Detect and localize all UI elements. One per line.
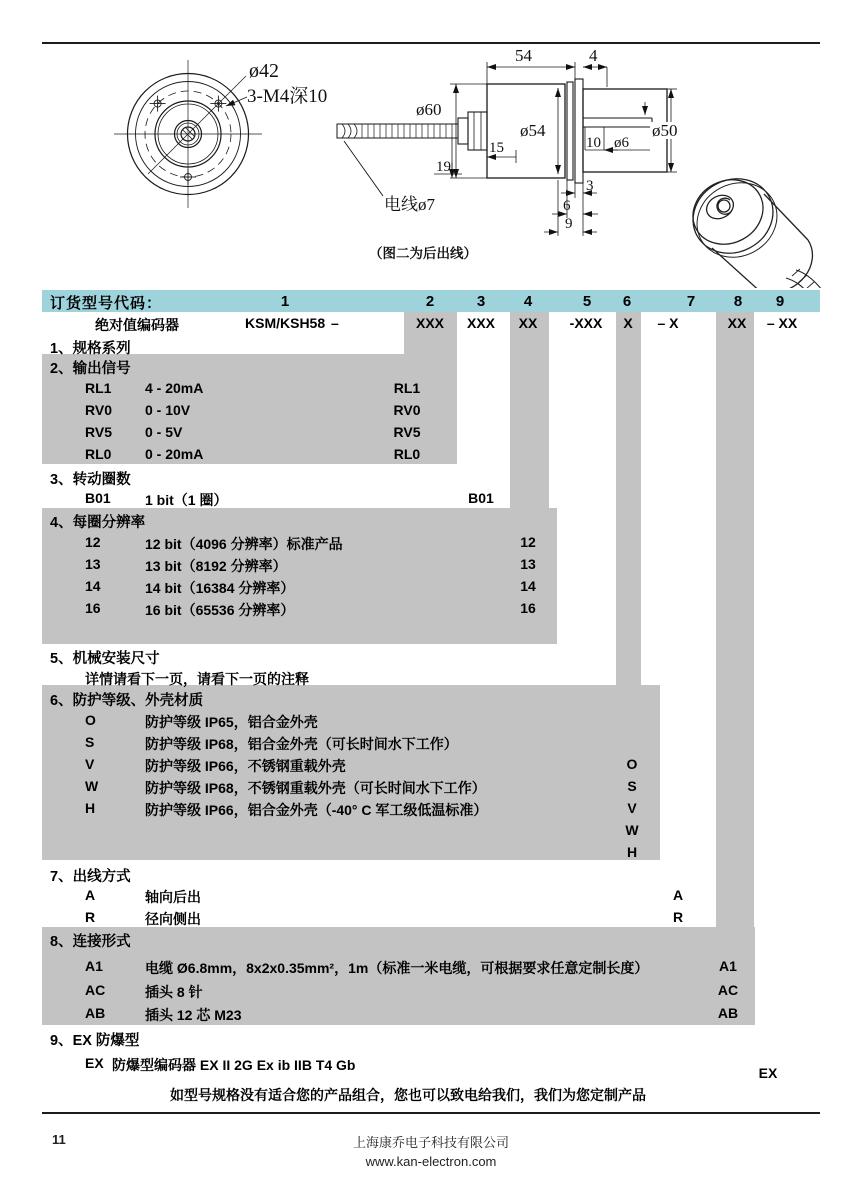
option-desc: 防护等级 IP68，铝合金外壳（可长时间水下工作）: [145, 736, 458, 752]
dim-3-label: 3: [586, 178, 594, 194]
option-code: 13: [85, 556, 101, 572]
model-code: KSM/KSH58: [245, 315, 326, 331]
code-cell-6: – X: [657, 315, 679, 331]
col-2: 2: [425, 293, 435, 310]
col-1: 1: [280, 293, 290, 310]
section-5-note: 详情请看下一页，请看下一页的注释: [85, 671, 309, 687]
cable-label: 电线ø7: [384, 195, 435, 214]
option-value: RL1: [393, 380, 421, 396]
option-desc: 12 bit（4096 分辨率）标准产品: [145, 536, 343, 552]
option-value: 12: [520, 534, 536, 550]
option-code: RL0: [85, 446, 112, 462]
col-8: 8: [733, 293, 743, 310]
option-desc: 1 bit（1 圈）: [145, 492, 228, 508]
code-cell-4: -XXX: [569, 315, 603, 331]
col-5: 5: [582, 293, 592, 310]
code-cell-8: – XX: [766, 315, 798, 331]
dim-10-label: 10: [586, 135, 601, 151]
option-value: O: [626, 756, 638, 772]
option-code: A: [85, 887, 96, 903]
option-code: W: [85, 778, 99, 794]
dim-tap-label: 3-M4深10: [247, 86, 328, 107]
company-name: 上海康乔电子科技有限公司: [352, 1135, 509, 1150]
code-cell-3: XX: [518, 315, 538, 331]
option-value: RL0: [393, 446, 421, 462]
dim-4-label: 4: [589, 46, 598, 65]
option-value: A1: [719, 958, 737, 974]
section-6-title: 6、防护等级、外壳材质: [50, 693, 204, 709]
option-desc: 0 - 5V: [145, 424, 183, 440]
option-value: 16: [520, 600, 536, 616]
option-desc: 电缆 Ø6.8mm，8x2x0.35mm²，1m（标准一米电缆，可根据要求任意定制长度）: [145, 960, 649, 976]
dim-15-label: 15: [489, 140, 504, 156]
option-value: H: [626, 844, 638, 860]
option-code: RL1: [85, 380, 112, 396]
col-4: 4: [523, 293, 533, 310]
option-desc: 径向侧出: [145, 911, 201, 927]
page-number: 11: [52, 1132, 66, 1147]
figure-caption: （图二为后出线）: [369, 246, 477, 261]
option-value: 13: [520, 556, 536, 572]
option-value: V: [627, 800, 637, 816]
option-value: S: [627, 778, 637, 794]
option-desc: 13 bit（8192 分辨率）: [145, 558, 287, 574]
option-value: 14: [520, 578, 536, 594]
option-code: O: [85, 712, 96, 728]
option-value: B01: [468, 490, 494, 506]
option-desc: 0 - 20mA: [145, 446, 204, 462]
dim-9-label: 9: [565, 216, 573, 232]
option-desc: 插头 12 芯 M23: [145, 1007, 242, 1023]
option-desc: 插头 8 针: [145, 984, 203, 1000]
dim-front-diameter-label: ø42: [249, 60, 279, 82]
option-code: H: [85, 800, 96, 816]
option-value: RV0: [393, 402, 421, 418]
option-code: EX: [85, 1055, 104, 1071]
option-code: AC: [85, 982, 106, 998]
section-5-title: 5、机械安装尺寸: [50, 651, 160, 667]
option-desc: 14 bit（16384 分辨率）: [145, 580, 295, 596]
option-code: B01: [85, 490, 111, 506]
model-separator: –: [331, 315, 339, 331]
option-desc: 防护等级 IP65，铝合金外壳: [145, 714, 318, 730]
option-value: EX: [758, 1065, 778, 1081]
option-code: AB: [85, 1005, 106, 1021]
option-code: RV5: [85, 424, 112, 440]
section-7-title: 7、出线方式: [50, 869, 131, 885]
option-value: R: [672, 909, 684, 925]
section-6-block: [42, 685, 660, 860]
dia-54-label: ø54: [520, 121, 546, 140]
dim-54-label: 54: [515, 46, 532, 65]
code-cell-2: XXX: [466, 315, 496, 331]
encoder-3d-view: [680, 165, 822, 288]
technical-drawing: [0, 0, 844, 288]
col-7: 7: [686, 293, 696, 310]
section-1-title: 1、规格系列: [50, 341, 131, 357]
section-9-title: 9、EX 防爆型: [50, 1033, 140, 1049]
product-name: 绝对值编码器: [95, 317, 179, 333]
code-cell-7: XX: [727, 315, 747, 331]
col-band-8: [716, 312, 754, 1025]
option-code: 12: [85, 534, 101, 550]
option-code: V: [85, 756, 95, 772]
option-value: W: [625, 822, 639, 838]
code-cell-1: XXX: [415, 315, 445, 331]
option-value: AC: [717, 982, 739, 998]
option-desc: 防护等级 IP66，不锈钢重载外壳: [145, 758, 346, 774]
col-9: 9: [775, 293, 785, 310]
bottom-rule: [42, 1112, 820, 1114]
col-3: 3: [476, 293, 486, 310]
section-8-title: 8、连接形式: [50, 934, 131, 950]
option-code: RV0: [85, 402, 112, 418]
option-desc: 防爆型编码器 EX II 2G Ex ib IIB T4 Gb: [112, 1057, 356, 1073]
option-value: AB: [717, 1005, 739, 1021]
dia-60-label: ø60: [416, 100, 442, 119]
option-code: A1: [85, 958, 103, 974]
section-4-title: 4、每圈分辨率: [50, 515, 146, 531]
option-code: S: [85, 734, 95, 750]
order-code-title: 订货型号代码：: [50, 295, 163, 312]
section-2-title: 2、输出信号: [50, 361, 131, 377]
option-desc: 16 bit（65536 分辨率）: [145, 602, 295, 618]
code-cell-5: X: [623, 315, 633, 331]
company-website: www.kan-electron.com: [365, 1154, 497, 1169]
option-desc: 4 - 20mA: [145, 380, 204, 396]
option-value: RV5: [393, 424, 421, 440]
front-view: [114, 60, 262, 208]
dia-6-label: ø6: [614, 135, 629, 151]
option-desc: 防护等级 IP66，铝合金外壳（-40° C 军工级低温标准）: [145, 802, 488, 818]
option-code: 16: [85, 600, 101, 616]
option-desc: 防护等级 IP68，不锈钢重载外壳（可长时间水下工作）: [145, 780, 486, 796]
custom-order-note: 如型号规格没有适合您的产品组合，您也可以致电给我们，我们为您定制产品: [170, 1087, 646, 1103]
option-desc: 轴向后出: [145, 889, 201, 905]
option-desc: 0 - 10V: [145, 402, 191, 418]
dia-50-label: ø50: [652, 121, 678, 140]
section-3-title: 3、转动圈数: [50, 472, 131, 488]
option-value: A: [672, 887, 684, 903]
dim-6-label: 6: [563, 198, 571, 214]
dim-19-label: 19: [436, 159, 451, 175]
col-6: 6: [622, 293, 632, 310]
option-code: R: [85, 909, 96, 925]
option-code: 14: [85, 578, 101, 594]
